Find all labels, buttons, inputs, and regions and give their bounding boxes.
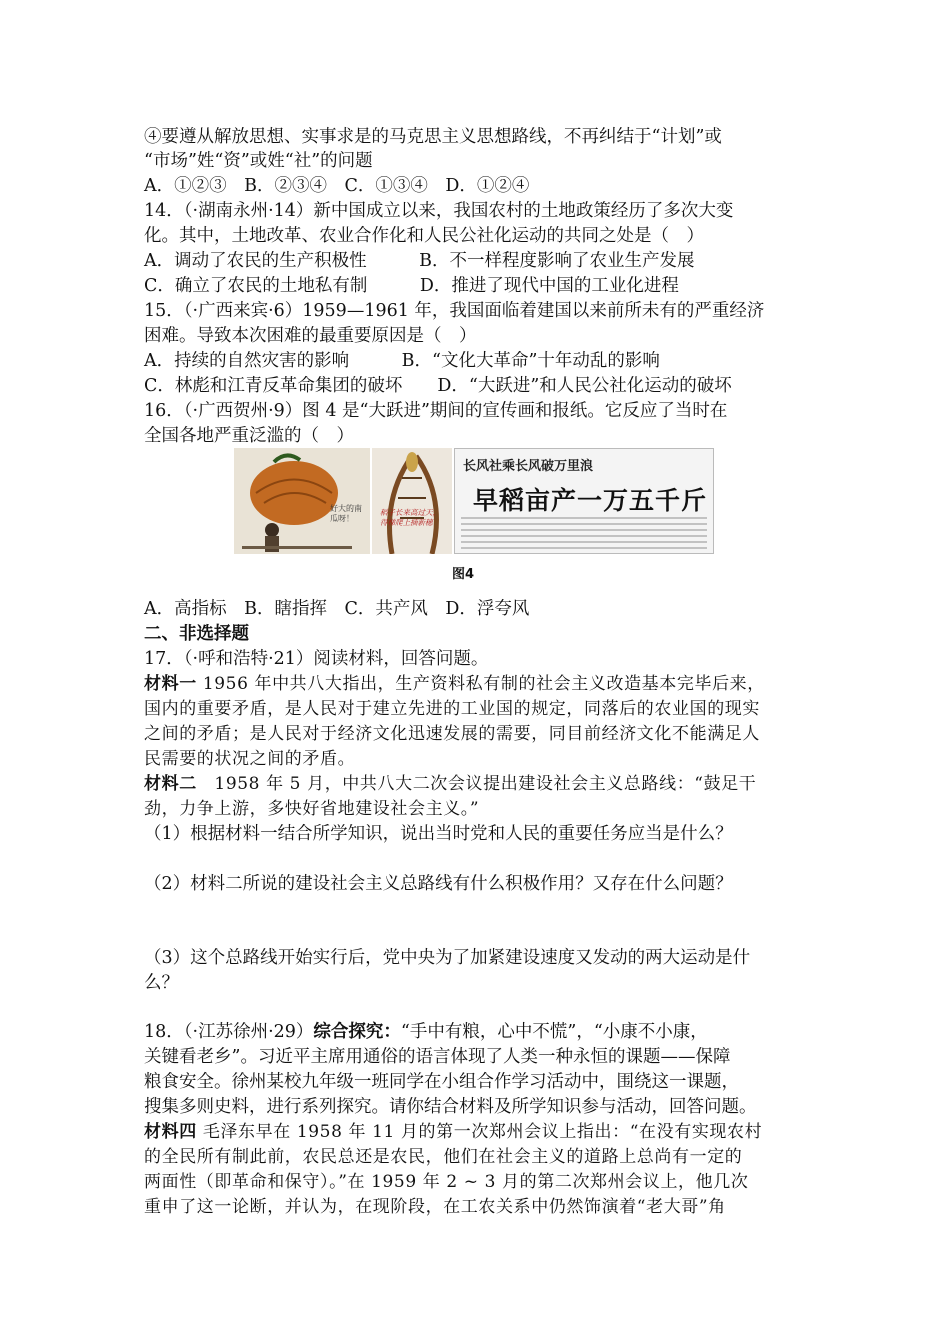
q18-label: 综合探究： <box>313 1022 401 1042</box>
poster-slogan-2: 稻子长来高过天，得梯爬上摘新穗 <box>380 508 440 527</box>
material-1-line1: 材料一 1956 年中共八大指出，生产资料私有制的社会主义改造基本完毕后来， <box>144 674 765 694</box>
material-4-line4: 重申了这一论断，并认为，在现阶段，在工农关系中仍然饰演着“老大哥”角 <box>144 1197 726 1217</box>
q18-stem-line1: 18．（·江苏徐州·29）综合探究：“手中有粮，心中不慌”，“小康不小康， <box>144 1022 708 1042</box>
material-1-label: 材料一 <box>144 674 197 694</box>
rice-poster <box>372 448 452 554</box>
q14-options-ab: A．调动了农民的生产积极性 B．不一样程度影响了农业生产发展 <box>144 251 695 271</box>
section-heading: 二、非选择题 <box>144 624 249 644</box>
q15-options-ab: A．持续的自然灾害的影响 B．“文化大革命”十年动乱的影响 <box>144 351 660 371</box>
q15-options-cd: C．林彪和江青反革命集团的破坏 D．“大跃进”和人民公社化运动的破坏 <box>144 376 732 396</box>
material-4-line2: 的全民所有制此前，农民总还是农民，他们在社会主义的道路上总尚有一定的 <box>144 1147 743 1167</box>
poster-slogan: 好大的南瓜呀！ <box>330 504 362 523</box>
newspaper-header: 长风社乘长风破万里浪 <box>463 459 594 474</box>
material-4-line1: 材料四 毛泽东早在 1958 年 11 月的第一次郑州会议上指出：“在没有实现农村 <box>144 1122 763 1142</box>
newspaper-body-text <box>461 517 707 551</box>
q15-stem-line1: 15．（·广西来宾·6）1959—1961 年，我国面临着建国以来前所未有的严重经济 <box>144 301 765 321</box>
q16-options: A．高指标 B．瞎指挥 C．共产风 D．浮夸风 <box>144 599 530 619</box>
q17-part2: （2）材料二所说的建设社会主义总路线有什么积极作用？又存在什么问题？ <box>144 874 733 894</box>
q13-option4-line2: “市场”姓“资”或姓“社”的问题 <box>144 151 373 171</box>
q16-stem-line1: 16．（·广西贺州·9）图 4 是“大跃进”期间的宣传画和报纸。它反应了当时在 <box>144 401 728 421</box>
pumpkin-poster <box>234 448 370 554</box>
material-1-line2: 国内的重要矛盾，是人民对于建立先进的工业国的规定，同落后的农业国的现实 <box>144 699 760 719</box>
q14-stem-line2: 化。其中，土地改革、农业合作化和人民公社化运动的共同之处是（ ） <box>144 226 704 246</box>
figure-4 <box>234 448 714 554</box>
q14-options-cd: C．确立了农民的土地私有制 D．推进了现代中国的工业化进程 <box>144 276 679 296</box>
q15-stem-line2: 困难。导致本次困难的最重要原因是（ ） <box>144 326 477 346</box>
q13-option4-line1: ④要遵从解放思想、实事求是的马克思主义思想路线，不再纠结于“计划”或 <box>144 127 722 147</box>
newspaper-clipping <box>454 448 714 554</box>
q17-part1: （1）根据材料一结合所学知识，说出当时党和人民的重要任务应当是什么？ <box>144 824 733 844</box>
q18-stem-line3: 粮食安全。徐州某校九年级一班同学在小组合作学习活动中，围绕这一课题， <box>144 1072 739 1092</box>
material-1-line3: 之间的矛盾；是人民对于经济文化迅速发展的需要，同目前经济文化不能满足人 <box>144 724 760 744</box>
q13-choices: A．①②③ B．②③④ C．①③④ D．①②④ <box>144 176 530 196</box>
q18-stem-line2: 关键看老乡”。习近平主席用通俗的语言体现了人类一种永恒的课题——保障 <box>144 1047 731 1067</box>
q18-stem-line4: 搜集多则史料，进行系列探究。请你结合材料及所学知识参与活动，回答问题。 <box>144 1097 757 1117</box>
q16-stem-line2: 全国各地严重泛滥的（ ） <box>144 426 354 446</box>
material-2-line1: 材料二 1958 年 5 月，中共八大二次会议提出建设社会主义总路线：“鼓足干 <box>144 774 757 794</box>
newspaper-headline: 早稻亩产一万五千斤 <box>473 486 708 515</box>
q17-intro: 17．（·呼和浩特·21）阅读材料，回答问题。 <box>144 649 489 669</box>
material-1-line4: 民需要的状况之间的矛盾。 <box>144 749 356 769</box>
q17-part3-line2: 么？ <box>144 973 179 993</box>
material-4-label: 材料四 <box>144 1122 197 1142</box>
q14-stem-line1: 14．（·湖南永州·14）新中国成立以来，我国农村的土地政策经历了多次大变 <box>144 201 734 221</box>
material-2-label: 材料二 <box>144 774 197 794</box>
material-4-line3: 两面性（即革命和保守）。”在 1959 年 2 ~ 3 月的第二次郑州会议上，他几次 <box>144 1172 749 1192</box>
figure-caption: 图4 <box>452 567 475 582</box>
q17-part3-line1: （3）这个总路线开始实行后，党中央为了加紧建设速度又发动的两大运动是什 <box>144 948 751 968</box>
material-2-line2: 劲，力争上游，多快好省地建设社会主义。” <box>144 799 480 819</box>
